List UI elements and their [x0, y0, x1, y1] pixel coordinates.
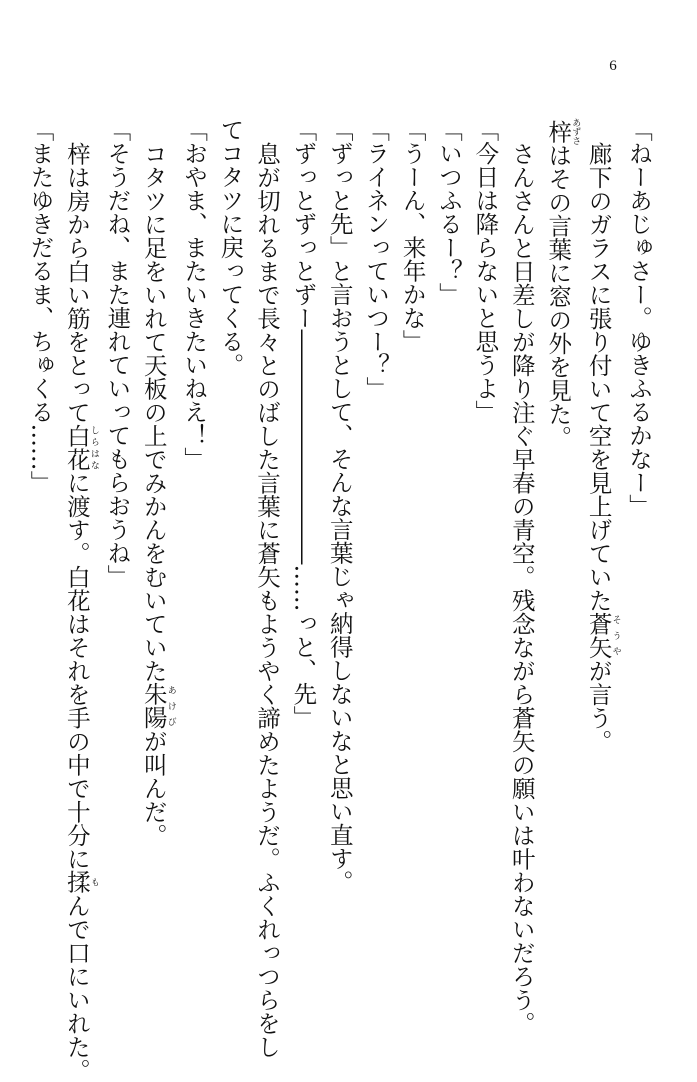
- text-line-7: 「うーん、来年かな」: [398, 118, 427, 353]
- text-line-11: 息が切れるまで長々とのばした言葉に蒼矢もようやく諦めたようだ。ふくれっつらをし: [252, 141, 281, 1058]
- text-line-3: 梓あずさはその言葉に窓の外を見た。: [544, 118, 581, 449]
- text-line-17: 「またゆきだるま、ちゅくる……」: [26, 118, 55, 494]
- text-line-5: 「今日は降らないと思うよ」: [471, 118, 500, 424]
- text-line-1: 「ねーあじゅさー。ゆきふるかなー」: [625, 118, 653, 518]
- text-line-6: 「いつふるー？」: [434, 118, 463, 306]
- text-line-8: 「ライネンっていつー？」: [362, 118, 391, 400]
- text-line-12: てコタツに戻ってくる。: [216, 118, 245, 377]
- novel-text-body: [26, 118, 657, 1082]
- text-line-16: 梓は房から白い筋をとって白花しらはなに渡す。白花はそれを手の中で十分に揉もんで口にいれた。: [62, 141, 99, 1082]
- text-line-10: 「ずっとずっとずー――――――――――……っと、先」: [289, 118, 318, 729]
- text-line-15: 「そうだね、また連れていってもらおうね」: [103, 118, 132, 588]
- text-line-14: コタツに足をいれて天板の上でみかんをむいていた朱陽あけびが叫んだ。: [139, 141, 176, 847]
- text-line-2: 廊下のガラスに張り付いて空を見上げていた蒼矢そうやが言う。: [584, 141, 621, 753]
- text-line-4: さんさんと日差しが降り注ぐ早春の青空。残念ながら蒼矢の願いは叶わないだろう。: [507, 141, 536, 1035]
- page-number: 6: [609, 58, 617, 74]
- text-line-13: 「おやま、またいきたいねえ！」: [180, 118, 209, 471]
- text-line-9: 「ずっと先」と言おうとして、そんな言葉じゃ納得しないなと思い直す。: [325, 118, 354, 894]
